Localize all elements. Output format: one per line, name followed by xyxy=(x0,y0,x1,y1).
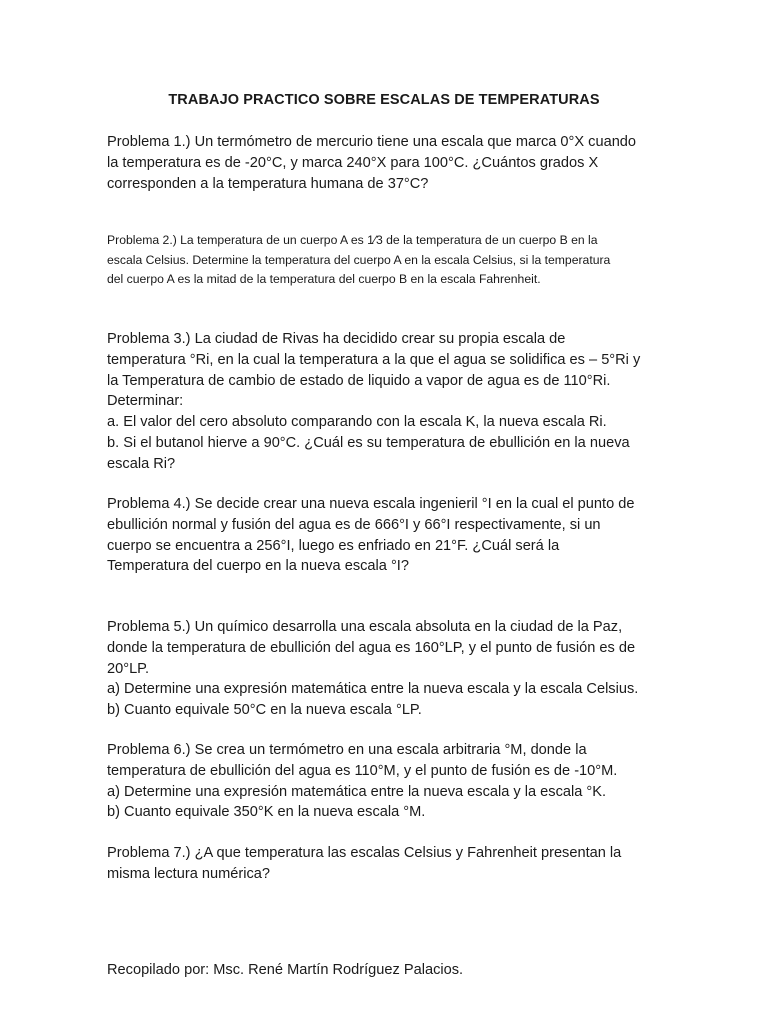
problem-2 xyxy=(107,231,652,290)
problem-1-line: la temperatura es de -20°C, y marca 240°X para 100°C. ¿Cuántos grados X xyxy=(107,154,599,171)
problem-5 xyxy=(107,617,667,721)
problem-1-line: Problema 1.) Un termómetro de mercurio tiene una escala que marca 0°X cuando xyxy=(107,134,637,150)
problem-6-line: temperatura de ebullición del agua es 110°M, y el punto de fusión es de -10°M. xyxy=(107,762,618,779)
problem-2-line: escala Celsius. Determine la temperatura del cuerpo A en la escala Celsius, si la temperatura xyxy=(107,252,611,267)
problem-7-line: misma lectura numérica? xyxy=(107,865,271,882)
problem-5-line: b) Cuanto equivale 50°C en la nueva escala °LP. xyxy=(107,702,422,719)
problem-6-line: b) Cuanto equivale 350°K en la nueva escala °M. xyxy=(107,804,426,821)
document-title: TRABAJO PRACTICO SOBRE ESCALAS DE TEMPERATURAS xyxy=(168,92,600,108)
problem-2-line: Problema 2.) La temperatura de un cuerpo A es 1⁄3 de la temperatura de un cuerpo B en la xyxy=(107,233,598,247)
problem-7 xyxy=(107,843,667,885)
footer-text: Recopilado por: Msc. René Martín Rodríguez Palacios. xyxy=(107,962,464,978)
problem-3-line: a. El valor del cero absoluto comparando con la escala K, la nueva escala Ri. xyxy=(107,414,607,431)
problem-4 xyxy=(107,494,667,577)
problem-3-line: b. Si el butanol hierve a 90°C. ¿Cuál es su temperatura de ebullición en la nueva xyxy=(107,434,630,451)
problem-5-line: donde la temperatura de ebullición del agua es 160°LP, y el punto de fusión es de xyxy=(107,639,636,656)
problem-2-line: del cuerpo A es la mitad de la temperatura del cuerpo B en la escala Fahrenheit. xyxy=(107,272,541,286)
problem-6 xyxy=(107,740,667,823)
problem-6-line: a) Determine una expresión matemática entre la nueva escala y la escala °K. xyxy=(107,783,607,800)
problem-6-line: Problema 6.) Se crea un termómetro en una escala arbitraria °M, donde la xyxy=(107,742,587,758)
problem-4-line: Temperatura del cuerpo en la nueva escala °I? xyxy=(107,558,409,575)
problem-5-line: 20°LP. xyxy=(107,660,150,677)
problem-1 xyxy=(107,132,667,194)
problem-4-line: ebullición normal y fusión del agua es de 666°I y 66°I respectivamente, si un xyxy=(107,516,601,533)
problem-5-line: Problema 5.) Un químico desarrolla una escala absoluta en la ciudad de la Paz, xyxy=(107,619,623,635)
problem-3-line: Problema 3.) La ciudad de Rivas ha decidido crear su propia escala de xyxy=(107,331,566,347)
problem-3-line: escala Ri? xyxy=(107,455,176,472)
compiled-by-footer xyxy=(107,960,667,981)
problem-3-line: Determinar: xyxy=(107,393,184,410)
problem-7-line: Problema 7.) ¿A que temperatura las escalas Celsius y Fahrenheit presentan la xyxy=(107,845,622,861)
problem-3-line: la Temperatura de cambio de estado de liquido a vapor de agua es de 110°Ri. xyxy=(107,372,611,389)
problem-4-line: Problema 4.) Se decide crear una nueva escala ingenieril °I en la cual el punto de xyxy=(107,496,635,512)
problem-4-line: cuerpo se encuentra a 256°I, luego es enfriado en 21°F. ¿Cuál será la xyxy=(107,537,560,554)
problem-1-line: corresponden a la temperatura humana de 37°C? xyxy=(107,175,429,192)
problem-3-line: temperatura °Ri, en la cual la temperatura a la que el agua se solidifica es – 5°Ri y xyxy=(107,351,641,368)
problem-3 xyxy=(107,329,667,475)
problem-5-line: a) Determine una expresión matemática entre la nueva escala y la escala Celsius. xyxy=(107,681,639,698)
